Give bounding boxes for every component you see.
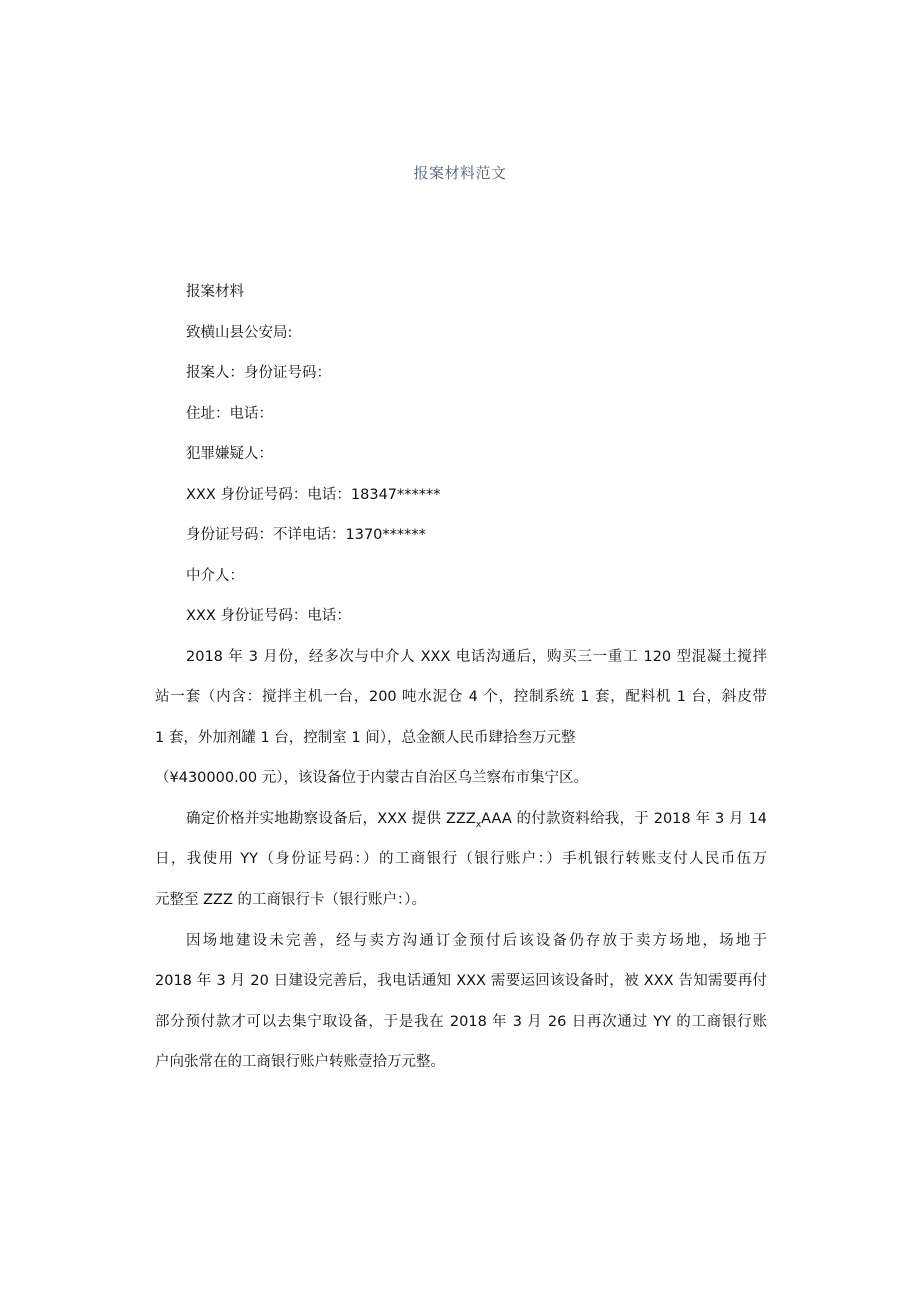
header-line: XXX 身份证号码：电话： xyxy=(186,608,351,624)
header-line: 报案材料 xyxy=(186,284,244,300)
subscript-text: x xyxy=(475,819,482,830)
paragraph-line: 站一套（内含：搅拌主机一台，200 吨水泥仓 4 个，控制系统 1 套，配料机 1 台，斜皮带 xyxy=(155,689,767,706)
paragraph-line: 1 套，外加剂罐 1 台，控制室 1 间），总金额人民币肆拾叁万元整 xyxy=(155,729,576,746)
document-body xyxy=(155,280,767,1083)
paragraph-payment xyxy=(155,799,767,921)
paragraph-line: 元整至 ZZZ 的工商银行卡（银行账户：）。 xyxy=(155,892,427,909)
paragraph-text: 确定价格并实地勘察设备后，XXX 提供 ZZZ xyxy=(186,810,476,827)
paragraph-line: 日，我使用 YY（身份证号码：）的工商银行（银行账户：）手机银行转账支付人民币伍万 xyxy=(155,851,767,868)
header-line: 身份证号码：不详电话：1370****** xyxy=(186,527,426,543)
header-line: 报案人：身份证号码： xyxy=(186,365,331,381)
header-line: XXX 身份证号码：电话：18347****** xyxy=(186,486,441,503)
paragraph-line: 因场地建设未完善，经与卖方沟通订金预付后该设备仍存放于卖方场地，场地于 xyxy=(186,932,767,949)
paragraph-text: AAA 的付款资料给我，于 2018 年 3 月 14 xyxy=(481,810,767,827)
header-line: 犯罪嫌疑人： xyxy=(186,446,273,462)
header-line: 中介人： xyxy=(186,567,244,584)
paragraph-line xyxy=(155,799,767,840)
paragraph-purchase xyxy=(155,637,767,799)
paragraph-transfer xyxy=(155,921,767,1083)
paragraph-line: 2018 年 3 月 20 日建设完善后，我电话通知 XXX 需要运回该设备时，被 XXX 告知需要再付 xyxy=(155,973,767,990)
paragraph-line: 2018 年 3 月份，经多次与中介人 XXX 电话沟通后，购买三一重工 120 型混凝土搅拌 xyxy=(186,648,767,665)
header-line: 致横山县公安局: xyxy=(186,324,293,341)
page-title: 报案材料范文 xyxy=(413,164,507,182)
paragraph-line: 部分预付款才可以去集宁取设备，于是我在 2018 年 3 月 26 日再次通过 YY 的工商银行账 xyxy=(155,1013,767,1030)
header-line: 住址：电话： xyxy=(186,405,273,422)
paragraph-line: 户向张常在的工商银行账户转账壹拾万元整。 xyxy=(155,1054,445,1071)
paragraph-line: （¥430000.00 元），该设备位于内蒙古自治区乌兰察布市集宁区。 xyxy=(155,770,588,787)
